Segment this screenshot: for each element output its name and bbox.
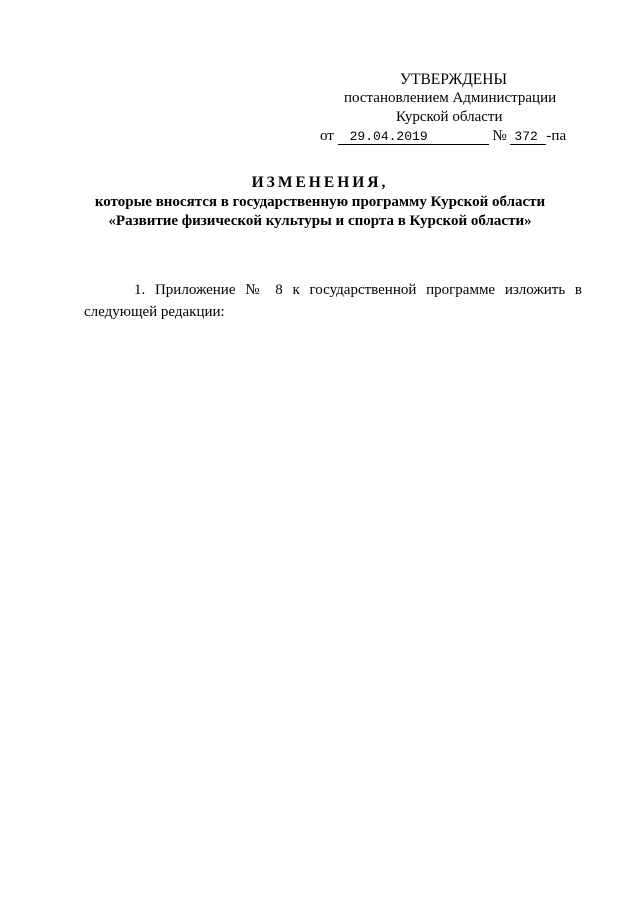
- number-prefix: №: [492, 128, 507, 144]
- number-suffix: -па: [546, 128, 567, 144]
- heading-changes: ИЗМЕНЕНИЯ,: [251, 174, 389, 191]
- approval-region-line: Курской области: [396, 109, 503, 125]
- body-paragraph-1: 1. Приложение № 8 к государственной программе изложить в следующей редакции:: [84, 282, 582, 320]
- decree-number-field: 372: [510, 129, 546, 145]
- document-heading: [60, 173, 580, 231]
- approval-block: [300, 70, 600, 146]
- date-prefix: от: [320, 128, 334, 144]
- heading-line-1: которые вносятся в государственную программу Курской области: [94, 194, 546, 210]
- heading-line-2: «Развитие физической культуры и спорта в Курской области»: [108, 213, 532, 229]
- approval-date-line: [300, 127, 600, 146]
- decree-date-field: 29.04.2019: [338, 129, 489, 145]
- approval-by-line: постановлением Администрации: [344, 90, 557, 106]
- approval-title: УТВЕРЖДЕНЫ: [400, 71, 507, 88]
